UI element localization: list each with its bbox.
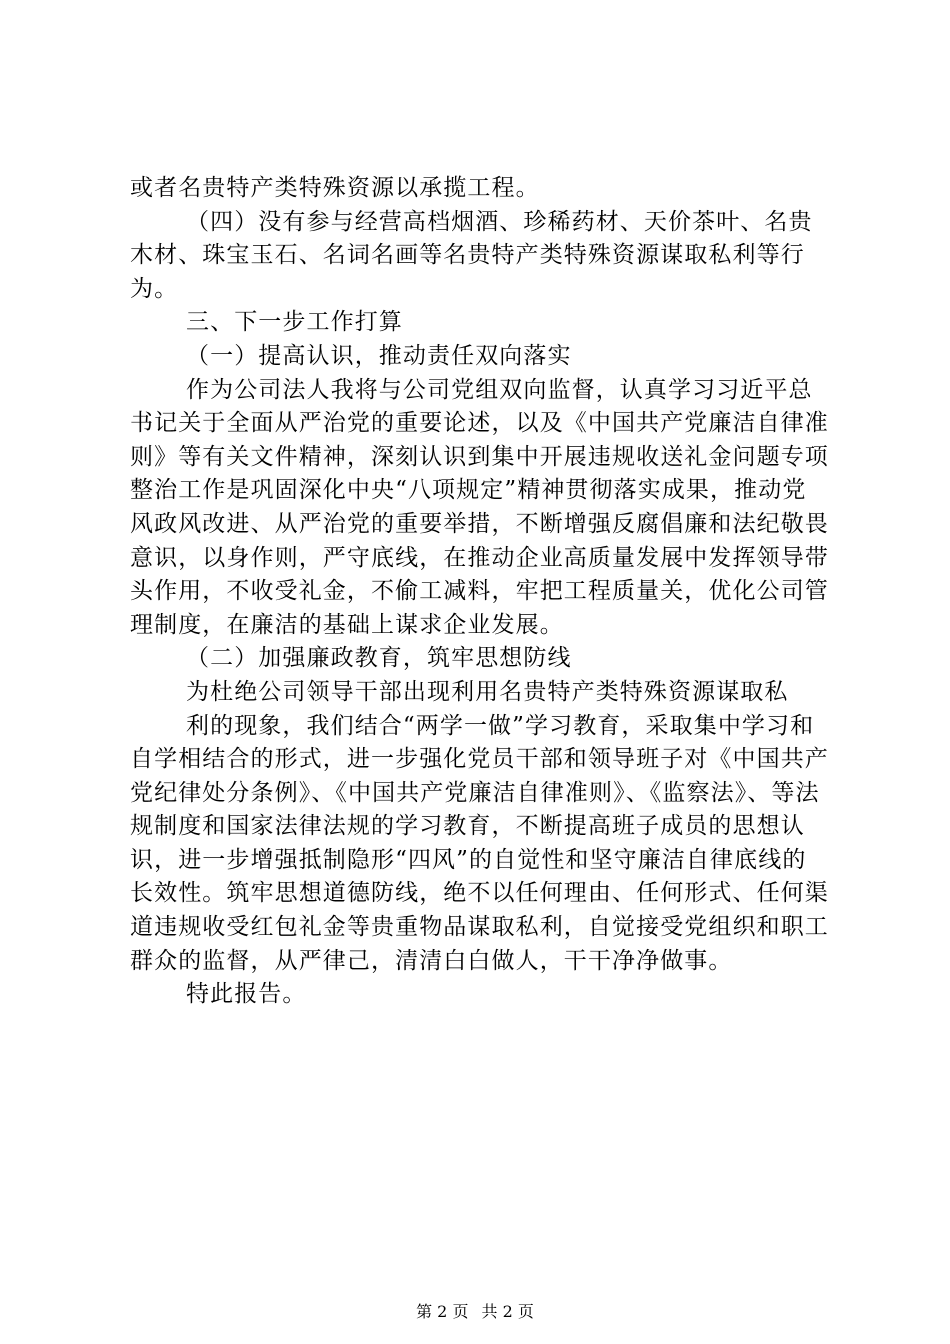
subsection-heading-one: （一）提高认识，推动责任双向落实: [186, 342, 572, 369]
paragraph-continuation: 或者名贵特产类特殊资源以承揽工程。: [130, 175, 540, 201]
paragraph-education-intro: 为杜绝公司领导干部出现利用名贵特产类特殊资源谋取私: [186, 678, 789, 705]
page-footer: [0, 1302, 950, 1322]
paragraph-item-four: （四）没有参与经营高档烟酒、珍稀药材、天价茶叶、名贵木材、珠宝玉石、名词名画等名贵特产类特殊资源谋取私利等行为。: [130, 208, 813, 302]
paragraph-education-body: 利的现象，我们结合“两学一做”学习教育，采取集中学习和自学相结合的形式，进一步强化党员干部和领导班子对《中国共产党纪律处分条例》、《中国共产党廉洁自律准则》、《监察法》、等法规制度和国家法律法规的学习教育，不断提高班子成员的思想认识，进一步增强抵制隐形“四风”的自觉性和坚守廉洁自律底线的长效性。筑牢思想道德防线，绝不以任何理由、任何形式、任何渠道违规收受红包礼金等贵重物品谋取私利，自觉接受党组织和职工群众的监督，从严律己，清清白白做人，干干净净做事。: [130, 712, 829, 974]
section-heading-next-steps: 三、下一步工作打算: [186, 309, 403, 336]
document-body: [130, 172, 830, 1012]
subsection-heading-two: （二）加强廉政教育，筑牢思想防线: [186, 645, 572, 672]
paragraph-raise-awareness: 作为公司法人我将与公司党组双向监督，认真学习习近平总书记关于全面从严治党的重要论述，以及《中国共产党廉洁自律准则》等有关文件精神，深刻认识到集中开展违规收送礼金问题专项整治工作是巩固深化中央“八项规定”精神贯彻落实成果，推动党风政风改进、从严治党的重要举措，不断增强反腐倡廉和法纪敬畏意识，以身作则，严守底线，在推动企业高质量发展中发挥领导带头作用，不收受礼金，不偷工减料，牢把工程质量关，优化公司管理制度，在廉洁的基础上谋求企业发展。: [130, 376, 829, 638]
page-number-current: 第 2 页: [416, 1302, 469, 1321]
page-number-total: 共 2 页: [481, 1302, 534, 1321]
closing-statement: 特此报告。: [186, 981, 307, 1008]
